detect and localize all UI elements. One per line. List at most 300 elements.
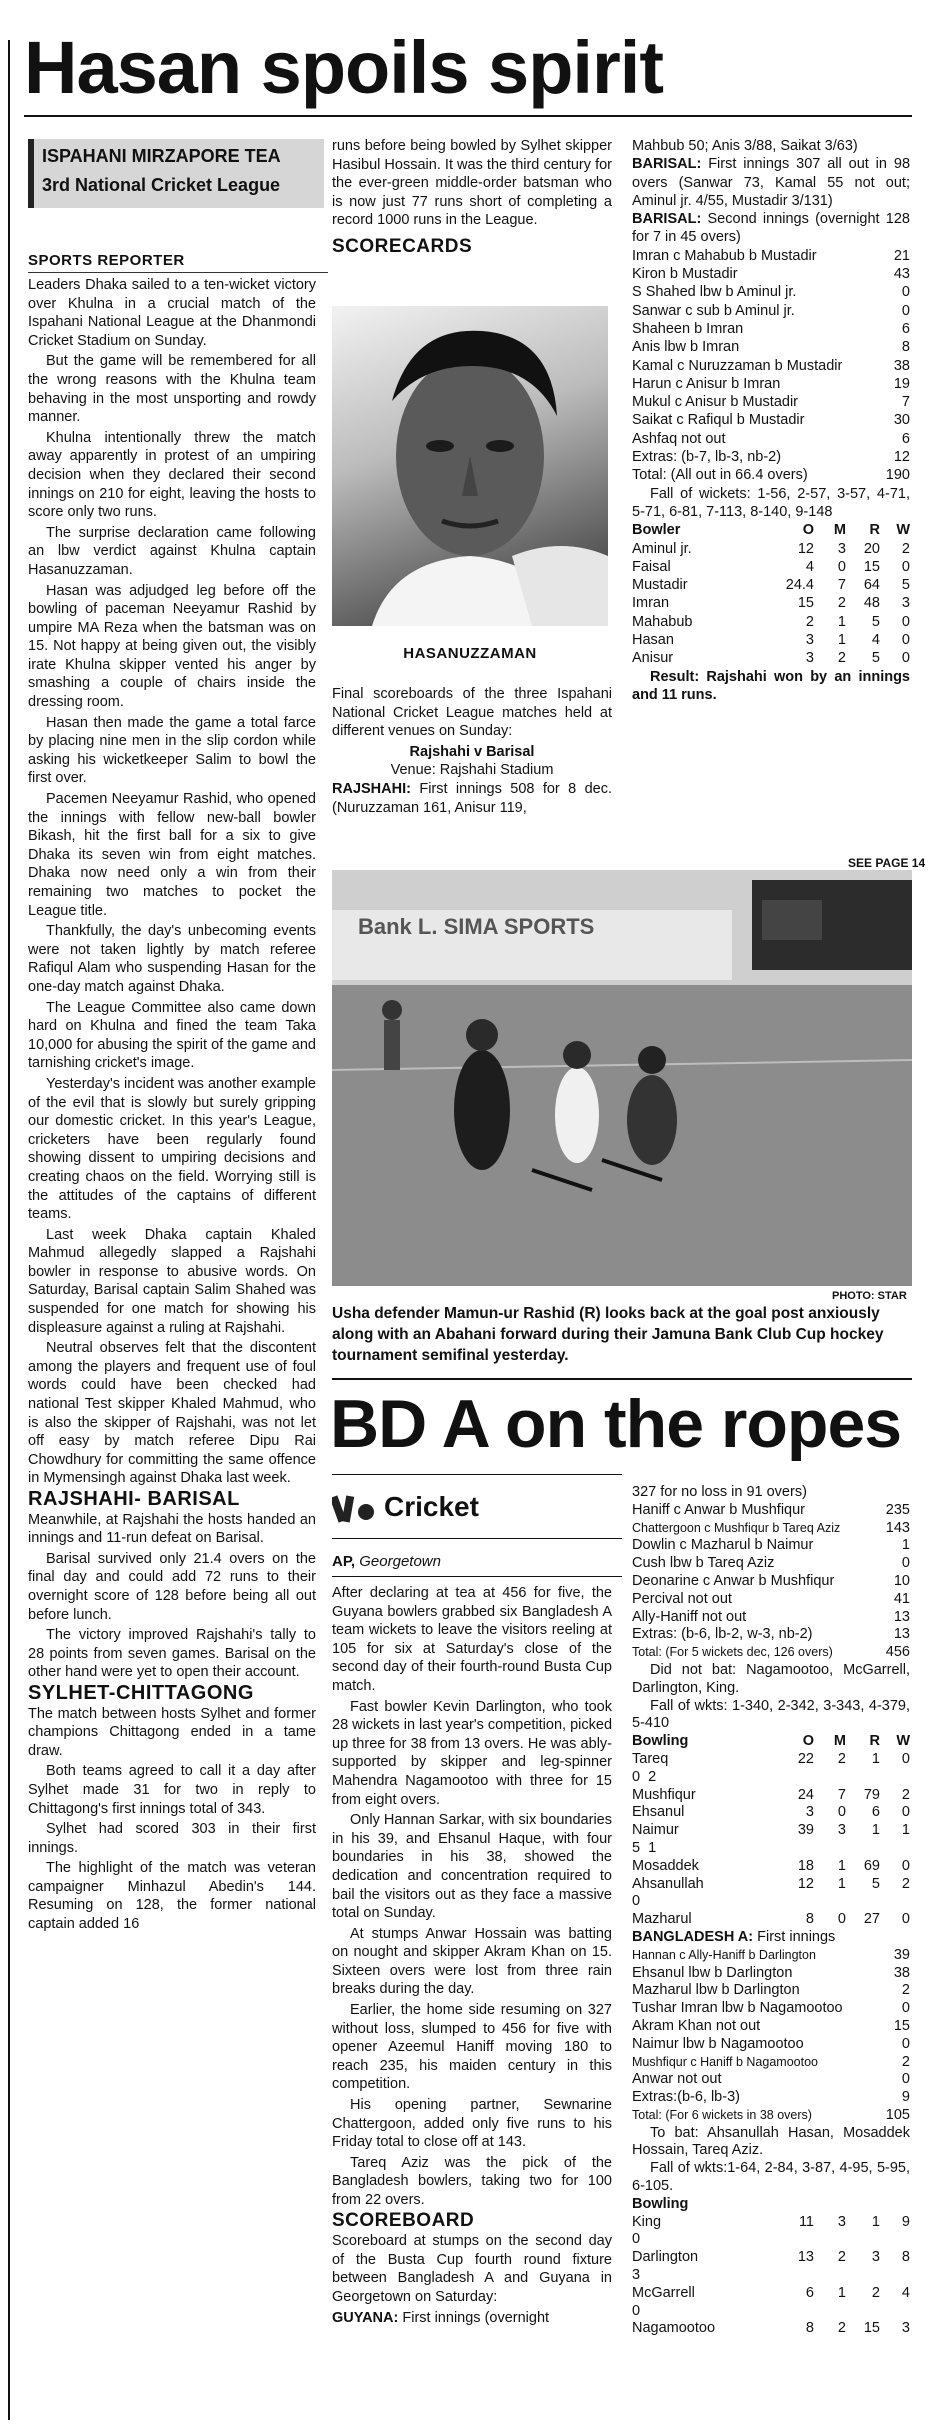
paragraph: The highlight of the match was veteran campaigner Minhazul Abedin's 144. Resuming on 128, the former national captain added 16 <box>28 1860 316 1933</box>
paragraph: His opening partner, Sewnarine Chattergoon, added only five runs to his Friday total to close off at 143. <box>332 2097 612 2151</box>
batting-row <box>632 1626 910 1644</box>
hockey-photo <box>332 870 912 1286</box>
bangladesh-innings <box>632 1929 910 1947</box>
guyana-batting-list <box>632 1502 910 1662</box>
scoreboard-heading: SCOREBOARD <box>332 2209 475 2231</box>
runs: 10 <box>893 1572 910 1589</box>
dateline-rule <box>332 1576 622 1577</box>
bowling-figure: 0 <box>632 1893 641 1910</box>
fall-of-wickets-2: Fall of wkts:1-64, 2-84, 3-87, 4-95, 5-95, 6-105. <box>632 2160 910 2195</box>
bowling-figure: 1 <box>837 613 846 630</box>
batsman-entry: Cush lbw b Tareq Aziz <box>632 1555 775 1572</box>
bowling-figure: 39 <box>797 1822 814 1839</box>
bowling-figure: 1 <box>871 1822 880 1839</box>
batsman-entry: Saikat c Rafiqul b Mustadir <box>632 412 805 429</box>
paragraph: Thankfully, the day's unbecoming events were not taken lightly by match referee Rafiqul Alam who suspending Hasan for the one-day match against Dhaka. <box>28 923 316 995</box>
dateline-place: Georgetown <box>359 1553 441 1570</box>
team-label: BANGLADESH A: <box>632 1928 754 1945</box>
paragraph: Tareq Aziz was the pick of the Bangladesh bowlers, taking two for 100 from 22 overs. <box>332 2154 612 2208</box>
story2-scorecard-column <box>632 1484 910 2338</box>
bowling-row <box>632 576 910 594</box>
batsman-entry: Ashfaq not out <box>632 430 726 447</box>
runs: 43 <box>893 266 910 283</box>
batting-row <box>632 2036 910 2054</box>
runs: 38 <box>893 1964 910 1981</box>
bowling-figure: 7 <box>837 577 846 594</box>
batsman-entry: Kamal c Nuruzzaman b Mustadir <box>632 357 843 374</box>
bowling-figure: 15 <box>863 2320 880 2337</box>
batsman-entry: Dowlin c Mazharul b Naimur <box>632 1537 814 1554</box>
hockey-caption: Usha defender Mamun-ur Rashid (R) looks back at the goal post anxiously along with an Abahani forward during their Jamuna Bank Club Cup hockey tournament semifinal yesterday. <box>332 1305 884 1364</box>
batting-row <box>632 1982 910 2000</box>
agency: AP, <box>332 1553 356 1570</box>
bowling-figure: 1 <box>837 2284 846 2301</box>
venue: Venue: Rajshahi Stadium <box>390 762 554 779</box>
paragraph: Pacemen Neeyamur Rashid, who opened the innings with fellow new-ball bowler Bikash, hit the first ball for a six to give Dhaka its seven win from eight matches. Dhaka now need only a win from their remaining two matches to pocket the League title. <box>28 791 316 919</box>
bowler-name: Imran <box>632 595 670 612</box>
team-label: BARISAL: <box>632 211 702 228</box>
bowling-figure: 0 <box>837 1911 846 1928</box>
left-border-rule <box>8 40 10 2420</box>
bowling-row-wrap <box>632 1769 910 1787</box>
bowling-figure: 0 <box>632 2231 641 2248</box>
bowling-row-wrap <box>632 2303 910 2321</box>
batsman-entry: Mazharul lbw b Darlington <box>632 1982 800 1999</box>
runs: 8 <box>901 339 910 356</box>
logo-rule <box>332 1538 622 1539</box>
bowling-figure: 2 <box>648 1768 657 1785</box>
bd-batting-list <box>632 1947 910 2125</box>
runs: 13 <box>893 1608 910 1625</box>
batting-row <box>632 393 910 411</box>
bowling-row <box>632 1822 910 1840</box>
innings-text: First innings <box>757 1928 836 1945</box>
paragraph: The League Committee also came down hard on Khulna and fined the team Taka 10,000 for abusing the spirit of the game and tarnishing cricket's image. <box>28 999 316 1072</box>
bowling-figure: 1 <box>837 1857 846 1874</box>
bowling-figure: 15 <box>863 558 880 575</box>
runs: 41 <box>893 1590 910 1607</box>
bowling-figure: 2 <box>901 1786 910 1803</box>
runs: 6 <box>901 320 910 337</box>
batting-row <box>632 265 910 283</box>
bowling-figure: 12 <box>797 1875 814 1892</box>
did-not-bat: Did not bat: Nagamootoo, McGarrell, Darlington, King. <box>632 1661 910 1696</box>
batting-row <box>632 247 910 265</box>
header-cell: R <box>869 522 880 539</box>
bowling-header-2: Bowling <box>632 2195 689 2212</box>
runs: 39 <box>893 1946 910 1963</box>
bowling-row <box>632 1804 910 1822</box>
runs: 6 <box>901 430 910 447</box>
team-label: RAJSHAHI: <box>332 780 411 797</box>
bowling-figure: 2 <box>901 1875 910 1892</box>
runs: 0 <box>901 302 910 319</box>
bowling-figure: 0 <box>901 613 910 630</box>
bowling-figure: 2 <box>837 2320 846 2337</box>
bowling-row <box>632 540 910 558</box>
bowling-figure: 0 <box>901 1750 910 1767</box>
paragraph: Leaders Dhaka sailed to a ten-wicket victory over Khulna in a crucial match of the Ispahani National League at the Dhanmondi Cricket Stadium on Sunday. <box>28 277 316 349</box>
runs: 0 <box>901 2035 910 2052</box>
story2-column-1 <box>332 1584 612 2327</box>
bowling-row <box>632 2320 910 2338</box>
batting-row <box>632 1644 910 1662</box>
runs: 15 <box>893 2017 910 2034</box>
batsman-entry: Chattergoon c Mushfiqur b Tareq Aziz <box>632 1520 841 1535</box>
rajshahi-innings-cont: Mahbub 50; Anis 3/88, Saikat 3/63) <box>632 138 858 154</box>
bowling-figure: 15 <box>797 595 814 612</box>
bowling-figure: 3 <box>805 632 814 649</box>
bowling-figure: 0 <box>632 2302 641 2319</box>
runs: 12 <box>893 449 910 466</box>
batting-row <box>632 1947 910 1965</box>
batting-row <box>632 2071 910 2089</box>
paragraph: Scoreboard at stumps on the second day of the Busta Cup fourth round fixture between Bangladesh A and Guyana in Georgetown on Saturday: <box>332 2233 612 2305</box>
scorecards-heading: SCORECARDS <box>332 235 473 257</box>
team-label: GUYANA: <box>332 2309 399 2326</box>
bowling-figure: 11 <box>798 2213 814 2230</box>
batting-row <box>632 448 910 466</box>
story1-column-2-bottom <box>332 685 612 817</box>
section-label: Cricket <box>384 1491 479 1522</box>
batsman-entry: Anis lbw b Imran <box>632 339 740 356</box>
bowler-name: Mahabub <box>632 613 693 630</box>
barisal-first-innings <box>632 155 910 210</box>
bowling-figure: 3 <box>805 650 814 667</box>
bowling-figure: 27 <box>863 1911 880 1928</box>
bowling-figure: 7 <box>837 1786 846 1803</box>
batsman-entry: Harun c Anisur b Imran <box>632 375 781 392</box>
bowling-figure: 0 <box>837 558 846 575</box>
batting-row <box>632 1502 910 1520</box>
headline-rule <box>24 115 912 117</box>
batting-row <box>632 338 910 356</box>
bowling-figure: 1 <box>648 1839 657 1856</box>
bowling-row <box>632 2285 910 2303</box>
bowler-name: Anisur <box>632 650 674 667</box>
bowling-figure: 1 <box>901 1822 910 1839</box>
bowler-name: Nagamootoo <box>632 2320 716 2337</box>
batsman-entry: Extras:(b-6, lb-3) <box>632 2089 740 2106</box>
batting-row <box>632 2054 910 2072</box>
bowling-figure: 64 <box>863 577 880 594</box>
batsman-entry: Anwar not out <box>632 2071 722 2088</box>
bowling-figure: 9 <box>901 2213 910 2230</box>
batsman-entry: Percival not out <box>632 1590 732 1607</box>
bowler-name: Darlington <box>632 2249 699 2266</box>
bd-bowling-list <box>632 1751 910 1929</box>
story2-headline: BD A on the ropes <box>330 1386 902 1462</box>
bowling-figure: 2 <box>837 650 846 667</box>
bowling-figure: 5 <box>632 1839 641 1856</box>
team-label: BARISAL: <box>632 156 702 173</box>
batting-list <box>632 247 910 485</box>
see-page-jump: SEE PAGE 14 <box>848 856 926 870</box>
portrait-photo-hasanuzzaman <box>332 306 608 626</box>
bowling-figure: 3 <box>632 2267 641 2284</box>
runs: 9 <box>901 2089 910 2106</box>
runs: 0 <box>901 2000 910 2017</box>
bowling-figure: 4 <box>805 558 814 575</box>
bowling-figure: 1 <box>871 1750 880 1767</box>
runs: 105 <box>885 2106 910 2123</box>
bowling-figure: 8 <box>805 1911 814 1928</box>
paragraph: Yesterday's incident was another example of the evil that is slowly but surely gripping our domestic cricket. In this year's League, cricketers have been regularly found showing dissent to umpiring decisions and creating chaos on the field. Worrying still is the attitudes of the captains of different teams. <box>28 1075 316 1223</box>
batsman-entry: Shaheen b Imran <box>632 320 744 337</box>
bowling-figure: 0 <box>837 1804 846 1821</box>
dateline <box>332 1553 441 1570</box>
bowler-name: Mushfiqur <box>632 1786 696 1803</box>
bowling-figure: 3 <box>837 2213 846 2230</box>
bowler-name: Tareq <box>632 1750 669 1767</box>
kicker-line-1: ISPAHANI MIRZAPORE TEA <box>42 146 281 166</box>
paragraph: Fast bowler Kevin Darlington, who took 28 wickets in last year's competition, picked up three for 38 from 13 overs. He was ably-supported by skipper and leg-spinner Mahendra Nagamootoo with three for 15 from eight overs. <box>332 1698 613 1808</box>
header-cell: W <box>896 522 910 539</box>
bowling-row <box>632 2249 910 2267</box>
paragraph: The victory improved Rajshahi's tally to 28 points from seven games. Barisal on the other hand were yet to open their account. <box>28 1627 316 1681</box>
batting-row <box>632 1591 910 1609</box>
runs: 1 <box>901 1537 910 1554</box>
to-bat: To bat: Ahsanullah Hasan, Mosaddek Hossain, Tareq Aziz. <box>632 2124 910 2159</box>
batsman-entry: Naimur lbw b Nagamootoo <box>632 2035 804 2052</box>
batsman-entry: Deonarine c Anwar b Mushfiqur <box>632 1572 835 1589</box>
bowling-header <box>632 521 910 539</box>
kicker-line-2: 3rd National Cricket League <box>42 175 281 195</box>
bowler-name: King <box>632 2213 662 2230</box>
header-cell: Bowler <box>632 522 681 539</box>
paragraph: Both teams agreed to call it a day after Sylhet made 31 for two in reply to Chittagong's first innings total of 343. <box>28 1763 316 1817</box>
batting-row <box>632 320 910 338</box>
batting-row <box>632 1537 910 1555</box>
bowler-name: Faisal <box>632 558 671 575</box>
match-title: Rajshahi v Barisal <box>409 743 535 760</box>
bowling-figure: 6 <box>805 2284 814 2301</box>
paragraph: Barisal survived only 21.4 overs on the final day and could add 72 runs to their overnight score of 128 before being all out before lunch. <box>28 1550 316 1623</box>
cricket-bat-ball-icon <box>332 1490 378 1524</box>
innings-text: Second innings (overnight 128 for 7 in 45 overs) <box>632 211 910 246</box>
batsman-entry: Imran c Mahabub b Mustadir <box>632 247 817 264</box>
bowling-row <box>632 1911 910 1929</box>
stadium-sign-text: Bank L. SIMA SPORTS <box>358 914 595 939</box>
batsman-entry: Total: (All out in 66.4 overs) <box>632 467 808 484</box>
bowling-figure: 5 <box>901 577 910 594</box>
runs: 30 <box>893 412 910 429</box>
bowling-row <box>632 1876 910 1894</box>
story2-top-rule <box>332 1378 912 1380</box>
paragraph: Last week Dhaka captain Khaled Mahmud allegedly slapped a Rajshahi bowler in response to abusive words. On Saturday, Barisal captain Salim Shahed was suspended for one match for showing his displeasure against a ruling at Rajshahi. <box>28 1226 316 1336</box>
bowler-name: Aminul jr. <box>632 540 692 557</box>
bowling-figure: 2 <box>805 613 814 630</box>
runs: 2 <box>901 2053 910 2070</box>
batting-row <box>632 1573 910 1591</box>
bowling-row <box>632 2214 910 2232</box>
bowler-name: McGarrell <box>632 2284 695 2301</box>
header-cell: Bowling <box>632 1733 689 1750</box>
paragraph: Meanwhile, at Rajshahi the hosts handed an innings and 11-run defeat on Barisal. <box>28 1511 316 1547</box>
batsman-entry: Mukul c Anisur b Mustadir <box>632 394 799 411</box>
paragraph: Khulna intentionally threw the match away apparently in protest of an umpiring decision when they declared their second innings on 210 for eight, leaving the hosts to score only two runs. <box>28 429 316 521</box>
batting-row <box>632 2000 910 2018</box>
bowling-figure: 4 <box>871 632 880 649</box>
barisal-second-innings <box>632 210 910 247</box>
story1-column-2-top <box>332 137 612 259</box>
batsman-entry: Hannan c Ally-Haniff b Darlington <box>632 1947 816 1962</box>
paragraph: Sylhet had scored 303 in their first innings. <box>28 1821 316 1856</box>
batsman-entry: Ally-Haniff not out <box>632 1608 747 1625</box>
batting-row <box>632 430 910 448</box>
batting-row <box>632 302 910 320</box>
batsman-entry: Kiron b Mustadir <box>632 266 738 283</box>
bowling-figure: 2 <box>901 540 910 557</box>
paragraph: Neutral observes felt that the discontent among the players and frequent use of foul words could have been checked had national Test skipper Khaled Mahmud, who is also the skipper of Rajshahi, was not let off easy by match referee Dipu Rai Chowdhury for committing the same offence in Mymensingh against Dhaka last week. <box>28 1340 316 1487</box>
bowling-figure: 4 <box>901 2284 910 2301</box>
bowling-figure: 6 <box>871 1804 880 1821</box>
header-cell: O <box>802 522 814 539</box>
batting-row <box>632 411 910 429</box>
bowling-row <box>632 1787 910 1805</box>
batting-row <box>632 2089 910 2107</box>
bowling-figure: 1 <box>837 632 846 649</box>
batsman-entry: S Shahed lbw b Aminul jr. <box>632 284 797 301</box>
bowling-figure: 1 <box>837 1875 846 1892</box>
bowling-figure: 8 <box>901 2249 910 2266</box>
bowling-figure: 69 <box>863 1857 880 1874</box>
bowling-figure: 2 <box>837 2249 846 2266</box>
batting-row <box>632 2107 910 2125</box>
batting-row <box>632 466 910 484</box>
bowling-row <box>632 1751 910 1769</box>
photo-credit: PHOTO: STAR <box>832 1290 907 1302</box>
photo-caption: HASANUZZAMAN <box>403 645 537 662</box>
bowler-name: Ehsanul <box>632 1804 685 1821</box>
batsman-entry: Ehsanul lbw b Darlington <box>632 1964 793 1981</box>
batsman-entry: Sanwar c sub b Aminul jr. <box>632 302 795 319</box>
paragraph: Hasan then made the game a total farce by placing nine men in the slip cordon while asking his wicketkeeper Salim to bowl the first over. <box>28 714 316 787</box>
paragraph: At stumps Anwar Hossain was batting on nought and skipper Akram Khan on 15. Sixteen overs were lost from three rain breaks during the day. <box>332 1925 612 1998</box>
bowling-figure: 0 <box>901 1911 910 1928</box>
subhead-rajshahi-barisal: RAJSHAHI- BARISAL <box>28 1488 240 1510</box>
bowling-figure: 3 <box>871 2249 880 2266</box>
batting-row <box>632 283 910 301</box>
fall-of-wickets: Fall of wickets: 1-56, 2-57, 3-57, 4-71, 5-71, 6-81, 7-113, 8-140, 9-148 <box>632 485 910 520</box>
paragraph: The match between hosts Sylhet and former champions Chittagong ended in a tame draw. <box>28 1705 316 1759</box>
batting-row <box>632 375 910 393</box>
runs: 0 <box>901 2071 910 2088</box>
bowling-figure: 0 <box>901 558 910 575</box>
bowling-figure: 5 <box>871 650 880 667</box>
gy-bowling-list <box>632 2214 910 2339</box>
bowler-name: Naimur <box>632 1822 679 1839</box>
runs: 143 <box>885 1519 910 1536</box>
header-cell: W <box>896 1733 910 1750</box>
bowling-row <box>632 594 910 612</box>
batting-row <box>632 1555 910 1573</box>
cricket-section-logo <box>332 1488 512 1526</box>
bowling-figure: 20 <box>863 540 880 557</box>
bowling-figure: 0 <box>901 632 910 649</box>
batsman-entry: Total: (For 6 wickets in 38 overs) <box>632 2107 812 2122</box>
bowling-figure: 12 <box>797 540 814 557</box>
bowler-name: Mazharul <box>632 1911 692 1928</box>
main-headline: Hasan spoils spirit <box>24 26 663 109</box>
paragraph: Only Hannan Sarkar, with six boundaries in his 39, and Ehsanul Haque, with four boundaries in his 38, showed the dedication and concentration required to bail the visitors out as they face a massive total on Sunday. <box>332 1812 612 1922</box>
batsman-entry: Akram Khan not out <box>632 2017 761 2034</box>
innings-text: First innings (overnight <box>402 2309 550 2326</box>
runs: 7 <box>901 394 910 411</box>
innings-text: First innings 508 for 8 dec. (Nuruzzaman 161, Anisur 119, <box>332 780 612 816</box>
bowling-figure: 79 <box>863 1786 880 1803</box>
bowling-header <box>632 1733 910 1751</box>
bowling-row <box>632 613 910 631</box>
bowling-list <box>632 540 910 668</box>
bowling-figure: 0 <box>901 650 910 667</box>
runs: 456 <box>885 1644 910 1661</box>
batsman-entry: Extras: (b-7, lb-3, nb-2) <box>632 449 782 466</box>
header-cell: M <box>833 1733 846 1750</box>
bowling-row <box>632 558 910 576</box>
bowling-figure: 8 <box>805 2320 814 2337</box>
bowling-figure: 5 <box>871 613 880 630</box>
runs: 21 <box>893 247 910 264</box>
runs: 235 <box>885 1501 910 1518</box>
paragraph: The surprise declaration came following an lbw verdict against Khulna captain Hasanuzzaman. <box>28 524 316 578</box>
story2-head-rule <box>332 1474 622 1475</box>
bowling-row-wrap <box>632 1893 910 1911</box>
header-cell: O <box>802 1733 814 1750</box>
batting-row <box>632 2018 910 2036</box>
bowling-row <box>632 631 910 649</box>
header-cell: M <box>833 522 846 539</box>
batting-row <box>632 1520 910 1538</box>
bowling-figure: 0 <box>901 1804 910 1821</box>
bowling-figure: 3 <box>837 540 846 557</box>
bowling-figure: 1 <box>871 2213 880 2230</box>
portrait-illustration <box>332 306 608 626</box>
bowling-figure: 3 <box>805 1804 814 1821</box>
story1-column-1 <box>28 276 316 1936</box>
subhead-sylhet-chittagong: SYLHET-CHITTAGONG <box>28 1681 254 1704</box>
bowling-row <box>632 1858 910 1876</box>
runs: 38 <box>893 357 910 374</box>
bowler-name: Ahsanullah <box>632 1875 704 1892</box>
fall-of-wickets: Fall of wkts: 1-340, 2-342, 3-343, 4-379, 5-410 <box>632 1697 910 1732</box>
paragraph: Earlier, the home side resuming on 327 without loss, slumped to 456 for five with opener Azeemul Haniff moving 180 to reach 235, his maiden century in this competition. <box>332 2002 612 2093</box>
bowling-figure: 22 <box>797 1750 814 1767</box>
bowling-figure: 2 <box>837 595 846 612</box>
bowling-row-wrap <box>632 2267 910 2285</box>
bowler-name: Mosaddek <box>632 1857 699 1874</box>
batting-row <box>632 1609 910 1627</box>
bowling-figure: 3 <box>901 595 910 612</box>
batsman-entry: Tushar Imran lbw b Nagamootoo <box>632 2000 843 2017</box>
header-cell: R <box>869 1733 880 1750</box>
bowling-figure: 18 <box>797 1857 814 1874</box>
rajshahi-innings <box>332 780 612 817</box>
match-result: Result: Rajshahi won by an innings and 11 runs. <box>632 668 910 703</box>
series-kicker <box>28 139 324 208</box>
guyana-innings-cont: 327 for no loss in 91 overs) <box>632 1484 807 1500</box>
runs: 190 <box>885 467 910 484</box>
bowling-figure: 13 <box>797 2249 814 2266</box>
batsman-entry: Haniff c Anwar b Mushfiqur <box>632 1501 806 1518</box>
runs: 0 <box>901 284 910 301</box>
paragraph: But the game will be remembered for all the wrong reasons with the Khulna team behaving in the most unsporting and rowdy manner. <box>28 353 316 426</box>
bowling-figure: 0 <box>632 1768 641 1785</box>
bowling-figure: 3 <box>901 2320 910 2337</box>
bowling-figure: 2 <box>871 2284 880 2301</box>
story1-scorecard-column <box>632 137 910 704</box>
bowling-figure: 2 <box>837 1750 846 1767</box>
